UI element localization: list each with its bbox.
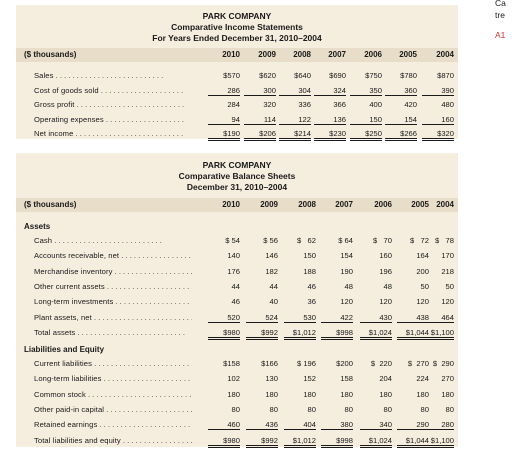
liab-cell: $1,024 bbox=[360, 436, 392, 448]
assets-cell: $998 bbox=[321, 328, 353, 340]
assets-cell: $ 78 bbox=[435, 236, 454, 245]
assets-cell: 520 bbox=[208, 313, 240, 323]
balance-header-bar bbox=[16, 198, 458, 212]
assets-row bbox=[16, 327, 458, 340]
assets-cell: 190 bbox=[340, 266, 353, 276]
income-cell: 320 bbox=[263, 100, 276, 109]
liab-cell: $ 270 bbox=[407, 359, 429, 368]
assets-cell: $980 bbox=[208, 328, 240, 340]
income-cell: $570 bbox=[223, 71, 240, 80]
liab-cell: 280 bbox=[422, 420, 454, 430]
liab-cell: 204 bbox=[379, 374, 392, 384]
income-year-2006: 2006 bbox=[364, 50, 382, 59]
assets-cell: 524 bbox=[246, 313, 278, 323]
income-year-2008: 2008 bbox=[293, 50, 311, 59]
assets-cell: 170 bbox=[441, 251, 454, 261]
assets-cell: $ 62 bbox=[297, 236, 316, 245]
assets-row bbox=[16, 312, 458, 325]
balance-year-2004: 2004 bbox=[436, 200, 454, 209]
liab-cell: 130 bbox=[265, 374, 278, 384]
income-company: PARK COMPANY bbox=[202, 11, 272, 21]
income-row-label: Gross profit . . . bbox=[34, 100, 184, 109]
liab-cell: 224 bbox=[416, 374, 429, 384]
liab-cell: 270 bbox=[441, 374, 454, 384]
assets-cell: 154 bbox=[340, 251, 353, 261]
cutoff-text-3: A1 bbox=[495, 30, 506, 40]
assets-row bbox=[16, 250, 458, 263]
assets-cell: 48 bbox=[344, 281, 353, 291]
income-cell: 160 bbox=[422, 115, 454, 125]
liab-cell: 180 bbox=[265, 389, 278, 399]
income-cell: 300 bbox=[244, 86, 276, 96]
assets-heading: Assets bbox=[24, 222, 51, 231]
liab-cell: $992 bbox=[246, 436, 278, 448]
assets-cell: $1,012 bbox=[284, 328, 316, 340]
income-cell: 114 bbox=[244, 115, 276, 125]
assets-cell: 120 bbox=[416, 297, 429, 307]
liab-cell: $1,044 bbox=[397, 436, 429, 448]
assets-row bbox=[16, 266, 458, 279]
assets-cell: 46 bbox=[231, 297, 240, 307]
assets-cell: 40 bbox=[269, 297, 278, 307]
assets-cell: 188 bbox=[303, 266, 316, 276]
assets-cell: 164 bbox=[416, 251, 429, 261]
liab-row-label: Long-term liabilities . . . bbox=[34, 374, 192, 383]
liab-row-label: Total liabilities and equity . . . bbox=[34, 436, 192, 445]
assets-row-label: Plant assets, net . . . bbox=[34, 313, 192, 322]
assets-cell: 48 bbox=[383, 281, 392, 291]
liab-cell: 180 bbox=[227, 389, 240, 399]
balance-year-2009: 2009 bbox=[260, 200, 278, 209]
assets-cell: 422 bbox=[321, 313, 353, 323]
liab-row bbox=[16, 358, 458, 371]
assets-row bbox=[16, 281, 458, 294]
liab-cell: 80 bbox=[420, 404, 429, 414]
income-row bbox=[16, 85, 458, 98]
liab-row bbox=[16, 373, 458, 386]
income-cell: 154 bbox=[385, 115, 417, 125]
income-header-bar bbox=[16, 48, 458, 62]
assets-cell: 46 bbox=[307, 281, 316, 291]
income-cell: $266 bbox=[385, 129, 417, 141]
assets-row-label: Merchandise inventory . . . bbox=[34, 267, 192, 276]
liab-cell: 80 bbox=[307, 404, 316, 414]
liabilities-heading: Liabilities and Equity bbox=[24, 345, 105, 354]
liab-cell: 80 bbox=[344, 404, 353, 414]
income-row bbox=[16, 70, 458, 83]
income-cell: 360 bbox=[385, 86, 417, 96]
liab-cell: $980 bbox=[208, 436, 240, 448]
income-cell: $250 bbox=[350, 129, 382, 141]
liab-cell: 380 bbox=[321, 420, 353, 430]
income-cell: $214 bbox=[279, 129, 311, 141]
assets-row-label: Total assets . . . bbox=[34, 328, 185, 337]
income-cell: 324 bbox=[314, 86, 346, 96]
income-cell: $870 bbox=[437, 71, 454, 80]
liab-cell: 180 bbox=[303, 389, 316, 399]
assets-cell: 530 bbox=[284, 313, 316, 323]
liab-cell: $998 bbox=[321, 436, 353, 448]
liab-cell: 180 bbox=[441, 389, 454, 399]
income-row bbox=[16, 114, 458, 127]
assets-cell: 140 bbox=[227, 251, 240, 261]
assets-cell: 176 bbox=[227, 266, 240, 276]
income-cell: $206 bbox=[244, 129, 276, 141]
assets-cell: $ 54 bbox=[225, 236, 240, 245]
assets-row-label: Other current assets . . . bbox=[34, 282, 192, 291]
income-year-2004: 2004 bbox=[436, 50, 454, 59]
income-cell: $750 bbox=[365, 71, 382, 80]
income-cell: 350 bbox=[350, 86, 382, 96]
liab-cell: $200 bbox=[336, 359, 353, 368]
income-cell: 304 bbox=[279, 86, 311, 96]
income-year-2010: 2010 bbox=[222, 50, 240, 59]
liab-cell: 80 bbox=[445, 404, 454, 414]
balance-subtitle: December 31, 2010–2004 bbox=[186, 182, 288, 192]
assets-cell: $1,024 bbox=[360, 328, 392, 340]
assets-cell: 120 bbox=[441, 297, 454, 307]
assets-cell: 44 bbox=[231, 281, 240, 291]
income-subtitle: For Years Ended December 31, 2010–2004 bbox=[152, 33, 322, 43]
income-year-2007: 2007 bbox=[328, 50, 346, 59]
liab-cell: 404 bbox=[284, 420, 316, 430]
liab-row-label: Retained earnings . . . bbox=[34, 420, 192, 429]
income-units: ($ thousands) bbox=[24, 50, 77, 59]
assets-cell: 182 bbox=[265, 266, 278, 276]
liab-cell: 158 bbox=[340, 374, 353, 384]
income-title: Comparative Income Statements bbox=[171, 22, 303, 32]
assets-cell: 200 bbox=[416, 266, 429, 276]
liab-cell: 340 bbox=[360, 420, 392, 430]
assets-row bbox=[16, 235, 458, 248]
assets-cell: $ 70 bbox=[373, 236, 392, 245]
liab-row bbox=[16, 404, 458, 417]
assets-row-label: Cash . . . bbox=[34, 236, 162, 245]
liab-row-label: Other paid-in capital . . . bbox=[34, 405, 192, 414]
income-cell: $620 bbox=[259, 71, 276, 80]
income-cell: 122 bbox=[279, 115, 311, 125]
assets-cell: 150 bbox=[303, 251, 316, 261]
assets-cell: 464 bbox=[422, 313, 454, 323]
income-cell: 366 bbox=[333, 100, 346, 109]
liab-cell: 290 bbox=[397, 420, 429, 430]
assets-row bbox=[16, 296, 458, 309]
liab-cell: $ 290 bbox=[432, 359, 454, 368]
liab-row bbox=[16, 419, 458, 432]
assets-cell: $ 72 bbox=[410, 236, 429, 245]
assets-cell: $1,044 bbox=[397, 328, 429, 340]
liab-cell: $158 bbox=[223, 359, 240, 368]
income-cell: $640 bbox=[294, 71, 311, 80]
income-cell: 94 bbox=[208, 115, 240, 125]
income-cell: $780 bbox=[400, 71, 417, 80]
income-row bbox=[16, 99, 458, 112]
income-cell: 150 bbox=[350, 115, 382, 125]
liab-cell: 152 bbox=[303, 374, 316, 384]
income-year-2005: 2005 bbox=[399, 50, 417, 59]
assets-cell: 50 bbox=[420, 281, 429, 291]
liab-cell: 102 bbox=[227, 374, 240, 384]
income-cell: 136 bbox=[314, 115, 346, 125]
income-year-2009: 2009 bbox=[258, 50, 276, 59]
liab-cell: 180 bbox=[416, 389, 429, 399]
income-row-label: Cost of goods sold . . . bbox=[34, 86, 184, 95]
liab-cell: $1,012 bbox=[284, 436, 316, 448]
income-cell: 480 bbox=[441, 100, 454, 109]
assets-cell: 160 bbox=[379, 251, 392, 261]
income-cell: 284 bbox=[227, 100, 240, 109]
balance-year-2010: 2010 bbox=[222, 200, 240, 209]
assets-cell: 120 bbox=[340, 297, 353, 307]
liab-cell: 180 bbox=[340, 389, 353, 399]
liab-row bbox=[16, 435, 458, 448]
assets-cell: 146 bbox=[265, 251, 278, 261]
assets-cell: 196 bbox=[379, 266, 392, 276]
assets-row-label: Accounts receivable, net . . . bbox=[34, 251, 192, 260]
assets-cell: $992 bbox=[246, 328, 278, 340]
assets-row-label: Long-term investments . . . bbox=[34, 297, 192, 306]
income-cell: 390 bbox=[422, 86, 454, 96]
liab-cell: $1,100 bbox=[422, 436, 454, 448]
assets-cell: 438 bbox=[397, 313, 429, 323]
assets-cell: 120 bbox=[379, 297, 392, 307]
balance-title: Comparative Balance Sheets bbox=[178, 171, 296, 181]
assets-cell: 44 bbox=[269, 281, 278, 291]
liab-cell: 80 bbox=[269, 404, 278, 414]
liab-cell: $ 220 bbox=[370, 359, 392, 368]
assets-cell: 50 bbox=[445, 281, 454, 291]
income-cell: $230 bbox=[314, 129, 346, 141]
assets-cell: $1,100 bbox=[422, 328, 454, 340]
liab-row bbox=[16, 389, 458, 402]
income-cell: $690 bbox=[329, 71, 346, 80]
income-row-label: Sales . . . bbox=[34, 71, 163, 80]
income-cell: 420 bbox=[404, 100, 417, 109]
income-cell: 400 bbox=[369, 100, 382, 109]
income-cell: $190 bbox=[208, 129, 240, 141]
income-row bbox=[16, 128, 458, 141]
income-cell: 336 bbox=[298, 100, 311, 109]
liab-cell: $ 196 bbox=[296, 359, 316, 368]
liab-cell: 180 bbox=[379, 389, 392, 399]
balance-year-2008: 2008 bbox=[298, 200, 316, 209]
income-statement-panel bbox=[16, 5, 458, 139]
income-row-label: Operating expenses . . . bbox=[34, 115, 184, 124]
assets-cell: 36 bbox=[307, 297, 316, 307]
cutoff-text-2: tre bbox=[495, 10, 505, 20]
assets-cell: $ 56 bbox=[263, 236, 278, 245]
balance-company: PARK COMPANY bbox=[202, 160, 272, 170]
liab-cell: 80 bbox=[231, 404, 240, 414]
liab-cell: 80 bbox=[383, 404, 392, 414]
liab-cell: 460 bbox=[208, 420, 240, 430]
income-cell: $320 bbox=[422, 129, 454, 141]
income-row-label: Net income . . . bbox=[34, 129, 183, 138]
balance-units: ($ thousands) bbox=[24, 200, 77, 209]
income-cell: 286 bbox=[208, 86, 240, 96]
liab-cell: 436 bbox=[246, 420, 278, 430]
balance-year-2007: 2007 bbox=[335, 200, 353, 209]
balance-sheet-panel bbox=[16, 153, 458, 447]
liab-row-label: Current liabilities . . . bbox=[34, 359, 192, 368]
assets-cell: 218 bbox=[441, 266, 454, 276]
balance-year-2005: 2005 bbox=[411, 200, 429, 209]
liab-cell: $166 bbox=[261, 359, 278, 368]
assets-cell: 430 bbox=[360, 313, 392, 323]
balance-year-2006: 2006 bbox=[374, 200, 392, 209]
cutoff-text-1: Ca bbox=[495, 0, 506, 8]
assets-cell: $ 64 bbox=[338, 236, 353, 245]
liab-row-label: Common stock . . . bbox=[34, 390, 192, 399]
